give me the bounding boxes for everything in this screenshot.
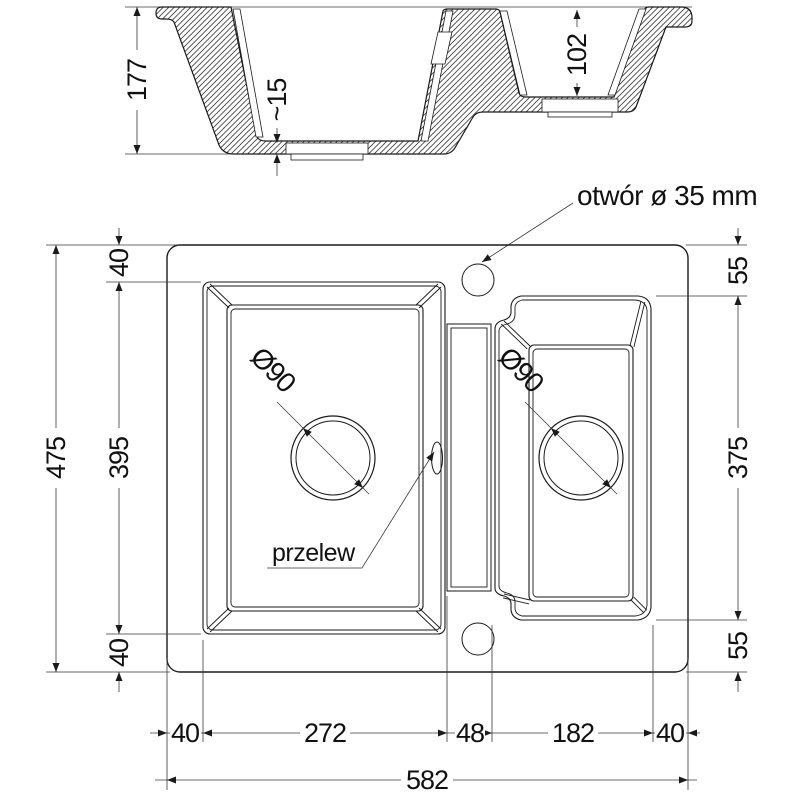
dim-left-bowl-height: 395	[104, 436, 134, 480]
dim-total-depth: 177	[122, 58, 152, 102]
leader-line	[482, 203, 573, 262]
label-faucet-hole: otwór ø 35 mm	[577, 180, 758, 211]
dim-right-margin-top: 55	[723, 256, 753, 286]
main-bowl	[203, 282, 445, 634]
dim-overall-height: 475	[41, 436, 71, 480]
faucet-hole-callout	[482, 180, 757, 262]
dim-small-bowl-depth: 102	[562, 33, 592, 77]
dim-bottom-margin-right: 40	[655, 718, 685, 748]
right-drain-recess	[542, 99, 618, 112]
section-view	[125, 7, 692, 160]
dim-right-bowl-height: 375	[723, 436, 753, 480]
dim-right-margin-bottom: 55	[723, 631, 753, 661]
dim-divider-width: 48	[455, 718, 485, 748]
drain-diameter-right: Ø90	[492, 341, 550, 399]
drain-diameter-left: Ø90	[244, 341, 302, 399]
dim-left-margin-bottom: 40	[104, 638, 134, 668]
label-overflow: przelew	[272, 539, 355, 567]
drain-annotations	[244, 341, 617, 494]
small-bowl-chamfers	[501, 301, 647, 613]
bowl-corner-chamfers	[207, 284, 441, 632]
dim-line-drain-right	[525, 402, 617, 494]
faucet-hole	[462, 264, 494, 296]
accessory-hole	[462, 623, 494, 655]
dim-left-margin-top: 40	[104, 248, 134, 278]
dim-small-bowl-width: 182	[551, 718, 595, 748]
left-drain-recess	[286, 143, 368, 154]
dim-overall-width: 582	[405, 765, 449, 795]
dim-line-drain-left	[277, 402, 369, 494]
overflow-channel	[447, 324, 491, 591]
extension-lines	[46, 245, 747, 790]
dim-bottom-margin-left: 40	[170, 718, 200, 748]
right-drain-plate	[548, 112, 612, 117]
dim-floor-step: ~15	[262, 78, 292, 122]
left-drain-plate	[291, 154, 363, 160]
dim-main-bowl-width: 272	[303, 718, 347, 748]
